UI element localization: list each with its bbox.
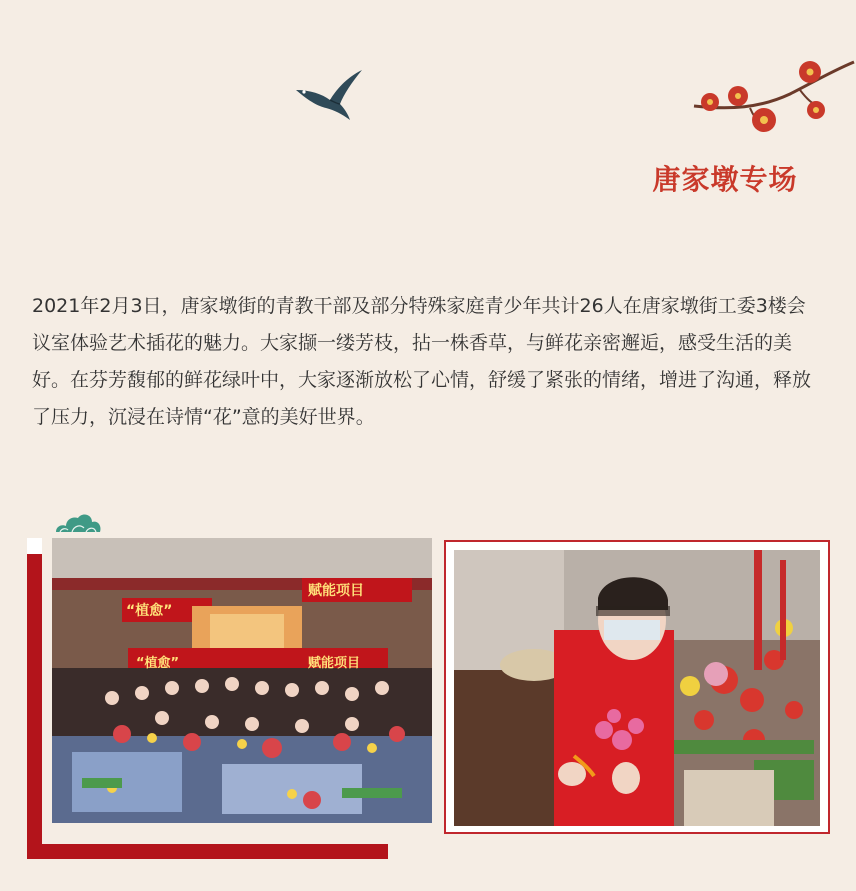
banner-mid-left: “植愈” <box>136 656 180 671</box>
frame-bottom-bar <box>27 844 388 859</box>
frame-left-bar <box>27 554 42 859</box>
flower-arranging-image <box>454 550 820 826</box>
article-paragraph: 2021年2月3日，唐家墩街的青教干部及部分特殊家庭青少年共计26人在唐家墩街工委3楼会议室体验艺术插花的魅力。大家撷一缕芳枝，拈一株香草，与鲜花亲密邂逅，感受生活的美好。在芬芳馥郁的鲜花绿叶中，大家逐渐放松了心情，舒缓了紧张的情绪，增进了沟通，释放了压力，沉浸在诗情“花”意的美好世界。 <box>32 295 812 428</box>
cloud-icon <box>54 512 104 534</box>
banner-top-left: “植愈” <box>126 603 173 619</box>
banner-mid-right: 赋能项目 <box>308 656 361 671</box>
plum-blossom-icon <box>690 50 856 140</box>
section-title: 唐家墩专场 <box>652 163 798 196</box>
group-photo <box>52 538 432 823</box>
flower-arranging-photo <box>454 550 820 826</box>
swallow-icon <box>292 66 366 122</box>
frame-corner <box>27 538 42 554</box>
banner-top-right: 赋能项目 <box>308 583 364 599</box>
group-photo-image <box>52 538 432 823</box>
